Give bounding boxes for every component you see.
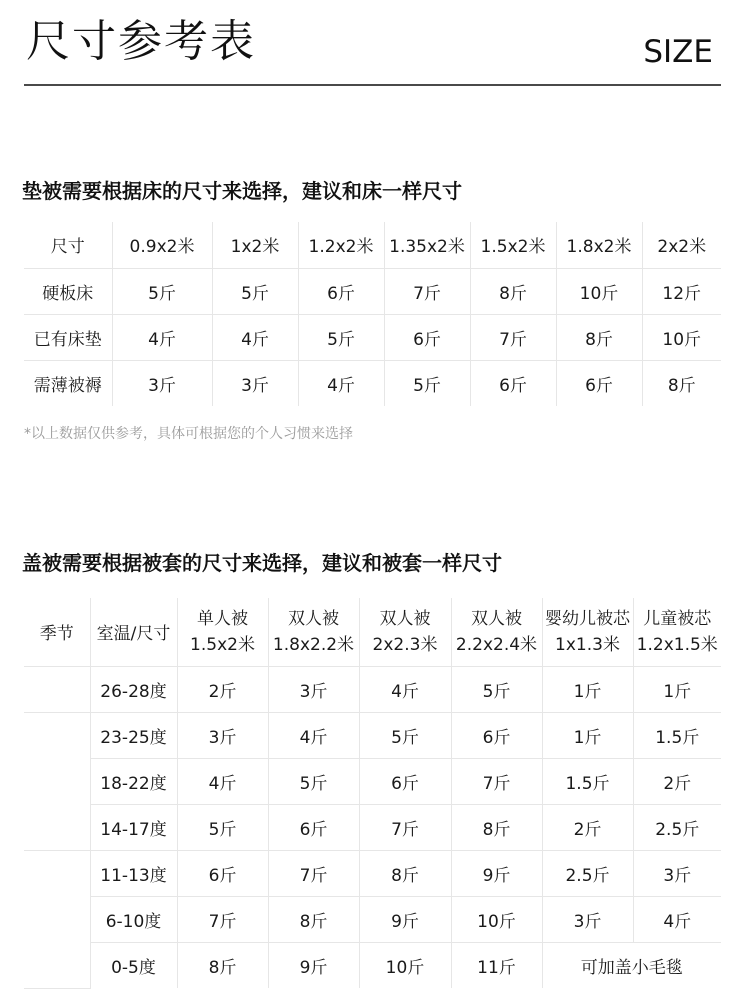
quilt-type-header (451, 598, 542, 666)
section1-heading: 垫被需要根据床的尺寸来选择，建议和床一样尺寸 (22, 179, 462, 203)
temp-cell: 0-5度 (90, 942, 177, 988)
quilt-type-name: 双人被 (471, 608, 522, 629)
table-cell: 2斤 (633, 758, 721, 804)
header-cell: 2x2米 (642, 222, 721, 268)
table-cell: 9斤 (268, 942, 359, 988)
table-cell: 2斤 (542, 804, 633, 850)
table-cell: 10斤 (451, 896, 542, 942)
temp-cell: 23-25度 (90, 712, 177, 758)
table-cell: 10斤 (359, 942, 451, 988)
table-cell: 4斤 (177, 758, 268, 804)
header-cell: 尺寸 (24, 222, 112, 268)
table-cell: 4斤 (633, 896, 721, 942)
quilt-type-header (633, 598, 721, 666)
table-cell: 8斤 (470, 268, 556, 314)
table-cell: 4斤 (359, 666, 451, 712)
quilt-type-size: 2x2.3米 (372, 634, 438, 655)
header-cell: 1.8x2米 (556, 222, 642, 268)
season-cell-summer (24, 666, 90, 712)
table-cell: 2斤 (177, 666, 268, 712)
mattress-size-table (24, 222, 721, 406)
quilt-type-header (177, 598, 268, 666)
table-cell: 6斤 (359, 758, 451, 804)
table-cell: 6斤 (268, 804, 359, 850)
quilt-type-name: 单人被 (197, 608, 248, 629)
merged-note-cell: 可加盖小毛毯 (580, 957, 683, 978)
table-cell: 11斤 (451, 942, 542, 988)
table-cell: 7斤 (451, 758, 542, 804)
header-cell: 1.5x2米 (470, 222, 556, 268)
table-cell: 1斤 (633, 666, 721, 712)
quilt-type-header (268, 598, 359, 666)
table-cell: 7斤 (177, 896, 268, 942)
table-row (24, 896, 721, 942)
quilt-type-name: 儿童被芯 (643, 608, 712, 629)
table-cell: 8斤 (359, 850, 451, 896)
quilt-type-size: 1.5x2米 (190, 634, 255, 655)
quilt-type-size: 1x1.3米 (555, 634, 620, 655)
table-header-row (24, 222, 721, 268)
table-cell: 5斤 (359, 712, 451, 758)
temp-header: 室温/尺寸 (90, 598, 177, 666)
table-cell: 6斤 (451, 712, 542, 758)
table-cell: 12斤 (642, 268, 721, 314)
table-row (24, 804, 721, 850)
table-cell: 6斤 (470, 360, 556, 406)
quilt-type-size: 1.2x1.5米 (636, 634, 718, 655)
table-row (24, 758, 721, 804)
table-cell: 8斤 (667, 375, 696, 396)
disclaimer-note: *以上数据仅供参考，具体可根据您的个人习惯来选择 (24, 426, 353, 442)
table-cell: 10斤 (556, 268, 642, 314)
table-cell: 8斤 (268, 896, 359, 942)
table-cell: 2.5斤 (542, 850, 633, 896)
header-cell: 0.9x2米 (112, 222, 212, 268)
temp-cell: 18-22度 (90, 758, 177, 804)
table-row (24, 942, 721, 988)
header-cell: 1.35x2米 (384, 222, 470, 268)
table-row (24, 850, 721, 896)
table-cell: 4斤 (112, 314, 212, 360)
header-divider (24, 84, 721, 86)
table-row (24, 268, 721, 314)
quilt-type-name: 双人被 (379, 608, 431, 629)
page-title: 尺寸参考表 (26, 16, 256, 67)
table-cell: 5斤 (384, 360, 470, 406)
quilt-type-size: 1.8x2.2米 (272, 634, 355, 655)
row-label: 需薄被褥 (24, 360, 112, 406)
table-cell: 3斤 (112, 360, 212, 406)
table-cell: 5斤 (298, 314, 384, 360)
table-cell: 5斤 (177, 804, 268, 850)
quilt-type-header (359, 598, 451, 666)
row-label: 已有床垫 (24, 314, 112, 360)
quilt-type-size: 2.2x2.4米 (455, 634, 538, 655)
quilt-type-name: 双人被 (288, 608, 339, 629)
table-cell: 4斤 (298, 360, 384, 406)
quilt-type-header (542, 598, 633, 666)
table-cell: 3斤 (177, 712, 268, 758)
table-cell: 6斤 (384, 314, 470, 360)
table-cell: 9斤 (451, 850, 542, 896)
table-row (24, 712, 721, 758)
temp-cell: 11-13度 (90, 850, 177, 896)
table-cell: 3斤 (268, 666, 359, 712)
quilt-weight-table (24, 598, 721, 989)
temp-cell: 26-28度 (90, 666, 177, 712)
temp-cell: 6-10度 (90, 896, 177, 942)
table-cell: 5斤 (451, 666, 542, 712)
season-header: 季节 (24, 598, 90, 666)
table-cell: 4斤 (212, 314, 298, 360)
table-cell: 10斤 (642, 314, 721, 360)
table-cell: 8斤 (177, 942, 268, 988)
table-cell: 7斤 (359, 804, 451, 850)
table-cell: 8斤 (556, 314, 642, 360)
table-cell: 1斤 (542, 666, 633, 712)
table-cell: 9斤 (359, 896, 451, 942)
table-row (24, 360, 721, 406)
table-header-row (24, 598, 721, 666)
header-cell: 1.2x2米 (298, 222, 384, 268)
table-cell: 4斤 (268, 712, 359, 758)
table-cell: 7斤 (268, 850, 359, 896)
table-cell: 5斤 (212, 268, 298, 314)
table-cell: 6斤 (556, 360, 642, 406)
table-row (24, 666, 721, 712)
table-cell: 7斤 (384, 268, 470, 314)
table-cell: 3斤 (212, 360, 298, 406)
temp-cell: 14-17度 (90, 804, 177, 850)
table-cell: 5斤 (112, 268, 212, 314)
table-cell: 2.5斤 (633, 804, 721, 850)
table-cell: 6斤 (298, 268, 384, 314)
header-cell: 1x2米 (212, 222, 298, 268)
table-row (24, 314, 721, 360)
table-cell: 5斤 (268, 758, 359, 804)
quilt-type-name: 婴幼儿被芯 (545, 608, 630, 629)
table-cell: 8斤 (451, 804, 542, 850)
table-cell: 6斤 (177, 850, 268, 896)
table-cell: 1.5斤 (542, 758, 633, 804)
table-cell: 7斤 (470, 314, 556, 360)
season-cell-spring-autumn (24, 712, 90, 850)
section2-heading: 盖被需要根据被套的尺寸来选择，建议和被套一样尺寸 (22, 551, 502, 575)
table-cell: 1.5斤 (633, 712, 721, 758)
table-cell: 1斤 (542, 712, 633, 758)
table-cell: 3斤 (542, 896, 633, 942)
page-subtitle: SIZE (643, 34, 713, 70)
table-cell: 3斤 (633, 850, 721, 896)
season-cell-winter (24, 850, 90, 988)
row-label: 硬板床 (24, 268, 112, 314)
